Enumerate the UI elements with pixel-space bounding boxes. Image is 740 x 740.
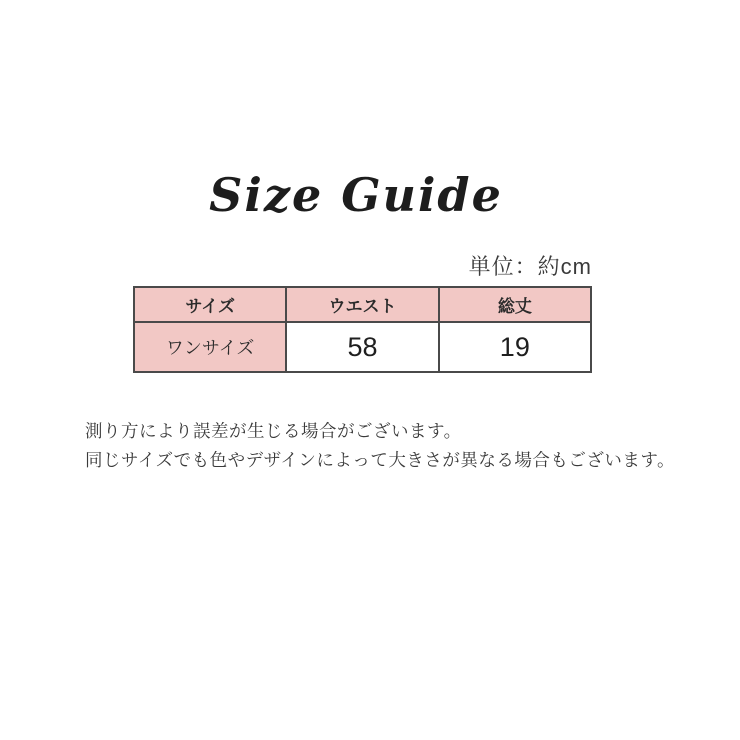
page-title: Size Guide [209, 168, 503, 222]
cell-waist-value: 58 [286, 322, 438, 372]
size-table [133, 286, 592, 373]
unit-label: 単位：約cm [468, 254, 592, 279]
size-table-body [134, 322, 591, 372]
note-line-1: 測り方により誤差が生じる場合がございます。 [85, 421, 462, 441]
table-row [134, 322, 591, 372]
cell-size-name: ワンサイズ [134, 322, 286, 372]
header-cell-size: サイズ [134, 287, 286, 322]
header-cell-length: 総丈 [439, 287, 591, 322]
header-row [134, 287, 591, 322]
cell-length-value: 19 [439, 322, 591, 372]
note-line-2: 同じサイズでも色やデザインによって大きさが異なる場合もございます。 [85, 450, 675, 470]
notes [85, 417, 685, 475]
size-table-head [134, 287, 591, 322]
header-cell-waist: ウエスト [286, 287, 438, 322]
